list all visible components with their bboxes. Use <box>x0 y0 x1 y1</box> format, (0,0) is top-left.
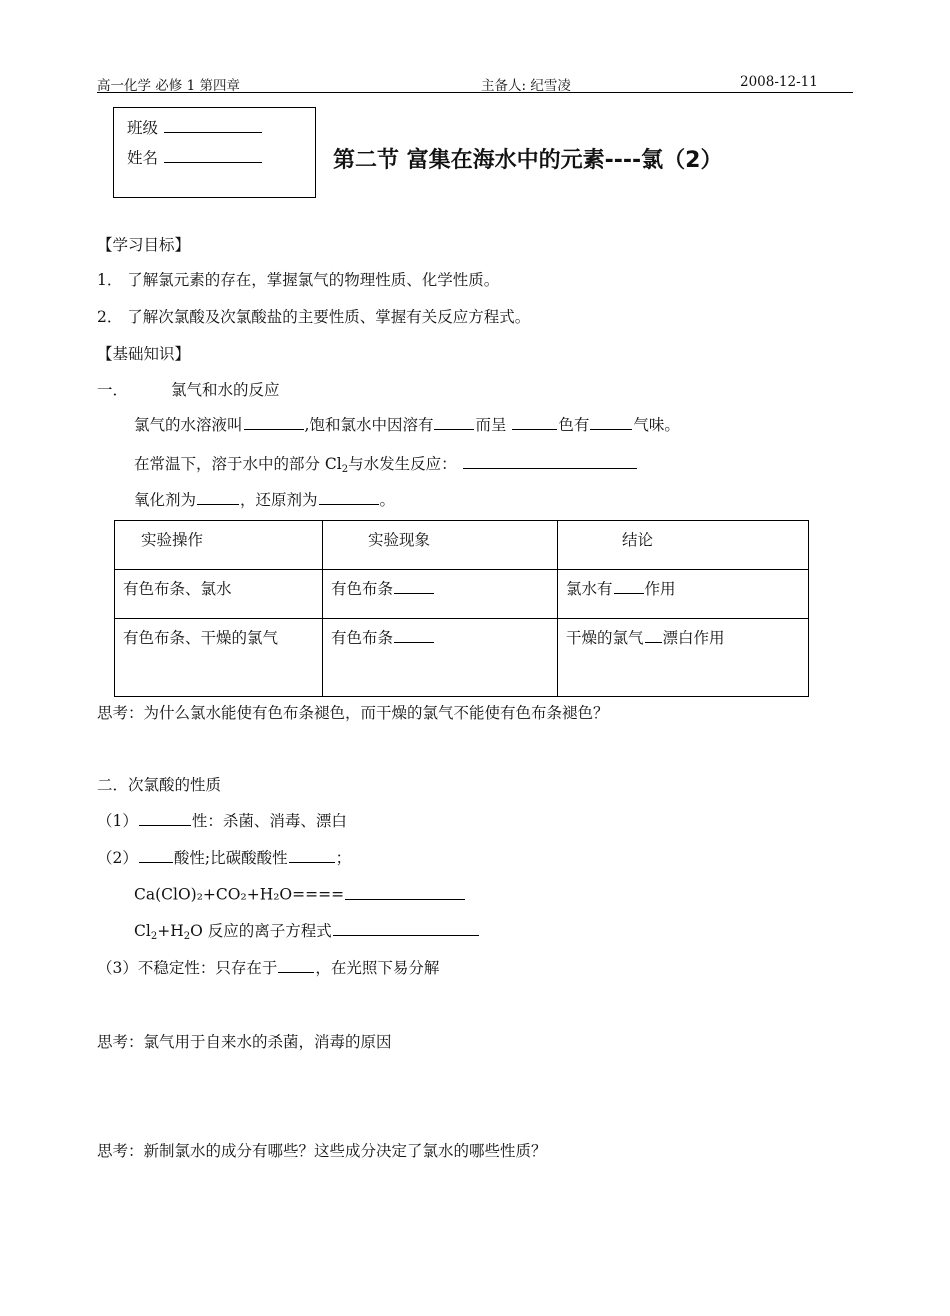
blank-dissolved[interactable] <box>434 414 474 431</box>
row1-conclusion: 氯水有 作用 <box>558 570 809 619</box>
row1-observation: 有色布条 <box>323 570 558 619</box>
equation-2: $Cl_2+H_2O$ 反应的离子方程式 <box>134 919 480 942</box>
experiment-table <box>114 520 809 697</box>
page-title: 第二节 富集在海水中的元素----氯（2） <box>333 148 723 173</box>
header-conclusion: 结论 <box>558 521 809 570</box>
blank-row1-observation[interactable] <box>394 578 434 595</box>
part2-item-1: （1） 性：杀菌、消毒、漂白 <box>97 809 347 831</box>
row1-operation: 有色布条、氯水 <box>115 570 323 619</box>
question-line-b: 在常温下，溶于水中的部分 $Cl_2$与水发生反应： <box>134 452 638 475</box>
think-question-3: 思考：新制氯水的成分有哪些？这些成分决定了氯水的哪些性质？ <box>97 1142 547 1160</box>
table-row <box>115 619 809 697</box>
part2-title: 二．次氯酸的性质 <box>97 776 222 794</box>
class-blank[interactable] <box>164 117 262 134</box>
blank-compare-carbonic[interactable] <box>289 847 335 864</box>
part1-title: 氯气和水的反应 <box>171 381 280 399</box>
header-operation: 实验操作 <box>115 521 323 570</box>
blank-color[interactable] <box>512 414 557 431</box>
blank-aqueous-name[interactable] <box>244 414 304 431</box>
blank-reducer[interactable] <box>319 489 379 506</box>
row2-conclusion: 干燥的氯气 漂白作用 <box>558 619 809 697</box>
goals-heading: 【学习目标】 <box>97 236 191 254</box>
think-question-1: 思考：为什么氯水能使有色布条褪色，而干燥的氯气不能使有色布条褪色？ <box>97 704 609 722</box>
blank-row2-observation[interactable] <box>394 627 434 644</box>
equation-1: Ca(ClO)₂+CO₂+H₂O==== <box>134 883 466 904</box>
basics-heading: 【基础知识】 <box>97 345 191 363</box>
blank-row2-conclusion[interactable] <box>645 627 662 644</box>
row2-operation: 有色布条、干燥的氯气 <box>115 619 323 697</box>
header-rule <box>97 92 853 93</box>
table-row <box>115 570 809 619</box>
table-header-row <box>115 521 809 570</box>
blank-exists-in[interactable] <box>278 957 314 974</box>
header-preparer: 主备人: 纪雪凌 <box>481 78 571 94</box>
header-date: 2008-12-11 <box>740 74 818 90</box>
blank-hclo-property[interactable] <box>139 810 191 827</box>
part1-number: 一． <box>97 381 129 399</box>
class-field[interactable] <box>127 116 263 138</box>
goal-1: 1． 了解氯元素的存在，掌握氯气的物理性质、化学性质。 <box>97 271 500 289</box>
blank-row1-conclusion[interactable] <box>614 578 644 595</box>
blank-reaction-equation[interactable] <box>463 453 637 470</box>
header-course: 高一化学 必修 1 第四章 <box>97 78 240 94</box>
name-field[interactable] <box>127 146 263 168</box>
part2-item-3: （3）不稳定性：只存在于 ，在光照下易分解 <box>97 956 439 978</box>
row2-observation: 有色布条 <box>323 619 558 697</box>
part2-item-2: （2） 酸性;比碳酸酸性 ； <box>97 846 351 868</box>
blank-equation-1[interactable] <box>345 883 465 900</box>
blank-oxidizer[interactable] <box>197 489 239 506</box>
blank-ionic-equation[interactable] <box>333 920 479 937</box>
name-label: 姓名 <box>127 149 159 167</box>
class-label: 班级 <box>127 119 159 137</box>
blank-odor[interactable] <box>590 414 632 431</box>
goal-2: 2． 了解次氯酸及次氯酸盐的主要性质、掌握有关反应方程式。 <box>97 308 531 326</box>
name-blank[interactable] <box>164 147 262 164</box>
blank-acid-strength[interactable] <box>139 847 173 864</box>
think-question-2: 思考：氯气用于自来水的杀菌，消毒的原因 <box>97 1033 392 1051</box>
question-line-c: 氧化剂为 ，还原剂为 。 <box>134 488 395 510</box>
question-line-a: 氯气的水溶液叫 ,饱和氯水中因溶有 而呈 色有 气味。 <box>134 413 680 435</box>
header-phenomenon: 实验现象 <box>323 521 558 570</box>
